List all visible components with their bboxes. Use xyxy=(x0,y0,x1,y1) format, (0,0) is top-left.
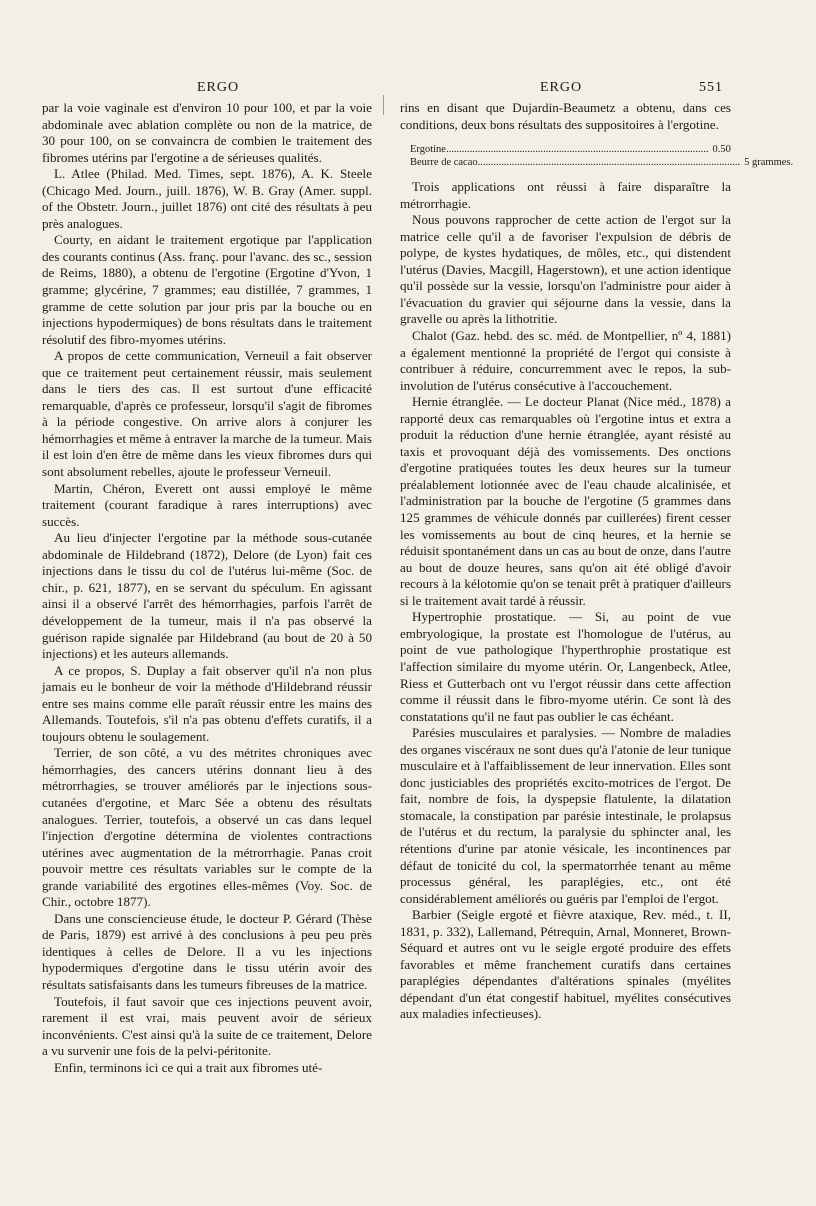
ingredient-name: Beurre de cacao xyxy=(410,157,478,169)
paragraph: rins en disant que Dujardin-Beaumetz a obtenu, dans ces conditions, deux bons résultats des suppositoires à l'ergotine. xyxy=(400,100,731,132)
recipe-formula xyxy=(410,143,794,169)
paragraph: Chalot (Gaz. hebd. des sc. méd. de Montpellier, nº 4, 1881) a également mentionné la propriété de l'ergot qui consiste à contribuer à réduire, concurremment avec le repos, la sub-involution de l'utérus consécutive à l'accouchement. xyxy=(400,328,731,393)
running-header-right: ERGO xyxy=(540,80,583,95)
paragraph: Parésies musculaires et paralysies. — Nombre de maladies des organes viscéraux ne sont dues qu'à l'atonie de leur tunique musculaire et à l'affaiblissement de leur innervation. Elles sont donc justiciables des propriétés excito-motrices de l'ergot. De fait, nombre de fois, la dyspepsie flatulente, la dilatation stomacale, la constipation par parésie intestinale, le prolapsus de l'utérus et du rectum, la paralysie du sphincter anal, les rétentions d'urine par atonie vésicale, les incontinences par défaut de tonicité du col, la spermatorrhée tenant au même processus général, les paraplégies, etc., ont été considérablement améliorés ou guéris par l'emploi de l'ergot. xyxy=(400,725,731,906)
paragraph: Martin, Chéron, Everett ont aussi employé le même traitement (courant faradique à rares interruptions) avec succès. xyxy=(42,480,372,529)
paragraph: L. Atlee (Philad. Med. Times, sept. 1876), A. K. Steele (Chicago Med. Journ., juill. 1876), W. B. Gray (Amer. suppl. of the Obstetr. Journ., juillet 1876) ont cité des résultats à peu près analogues. xyxy=(42,166,372,231)
leader-dots: .................................................................................................... xyxy=(477,157,741,169)
paragraph: Dans une consciencieuse étude, le docteur P. Gérard (Thèse de Paris, 1879) est arrivé à des conclusions à peu peu près identiques à celles de Delore. Il a vu les injections hypodermiques d'ergotine dans le tissu utérin avoir des résultats satisfaisants dans les tumeurs fibreuses de la matrice. xyxy=(42,910,372,992)
paragraph: Hypertrophie prostatique. — Si, au point de vue embryologique, la prostate est l'homologue de l'utérus, au point de vue pathologique l'hyperthrophie prostatique est l'affection similaire du myome utérin. Or, Langenbeck, Atlee, Riess et Gutterbach ont vu l'ergot réussir dans cette affection comme il réussit dans le fibro-myome utérin. Ce sont là des constatations qu'il ne faut pas oublier le cas échéant. xyxy=(400,609,731,724)
recipe-row xyxy=(410,156,794,169)
column-divider xyxy=(383,95,384,115)
left-column xyxy=(42,100,372,1076)
paragraph: Barbier (Seigle ergoté et fièvre ataxique, Rev. méd., t. II, 1831, p. 332), Lallemand, Pétrequin, Arnal, Monneret, Brown-Séquard et autres ont vu le seigle ergoté produire des effets favorables et même franchement curatifs dans certaines paraplégies dépendantes d'altérations spinales (myélites dépendant d'un état congestif habituel, myélites consécutives aux maladies infectieuses). xyxy=(400,907,731,1022)
paragraph: Enfin, terminons ici ce qui a trait aux fibromes uté- xyxy=(54,1059,323,1075)
right-column xyxy=(400,100,794,1023)
paragraph: Trois applications ont réussi à faire disparaître la métrorrhagie. xyxy=(400,179,731,211)
ingredient-name: Ergotine xyxy=(410,144,446,156)
recipe-row xyxy=(410,143,731,156)
paragraph: Nous pouvons rapprocher de cette action de l'ergot sur la matrice celle qu'il a de favoriser l'expulsion de débris de polype, de kystes hydatiques, de môles, etc., qui distendent l'utérus (Davies, Macgill, Hagerstown), et une action identique qu'il possède sur la vessie, lorsqu'on l'administre pour aider à l'évacuation du gravier qui séjourne dans la vessie, dans la gravelle ou après la lithotritie. xyxy=(400,212,731,327)
paragraph: A ce propos, S. Duplay a fait observer qu'il n'a non plus jamais eu le bonheur de voir la méthode d'Hildebrand réussir entre ses mains comme elle paraît réussir entre les mains des Allemands. Toutefois, s'il n'a pas obtenu d'effets curatifs, il a toujours obtenu le soulagement. xyxy=(42,662,372,744)
running-header-left: ERGO xyxy=(197,80,240,95)
paragraph: Hernie étranglée. — Le docteur Planat (Nice méd., 1878) a rapporté deux cas remarquables où l'ergotine intus et extra a produit la réduction d'une hernie étranglée, ayant résisté au taxis et provoquant déjà des vomissements. Des onctions d'ergotine pratiquées toutes les deux heures sur la tumeur préalablement lotionnée avec de l'eau chaude alcalinisée, et l'administration par la bouche de l'ergotine (5 grammes dans 125 grammes de véhicule donnés par cuillerées) firent cesser les vomissements au bout de cinq heures, et la hernie se réduisit spontanément dans un cas au bout de onze, dans l'autre au bout de douze heures, sans qu'on ait été obligé d'avoir recours à la kélotomie qu'on se tenait prêt à pratiquer d'ailleurs si le traitement avait tardé à réussir. xyxy=(400,394,731,608)
paragraph: Terrier, de son côté, a vu des métrites chroniques avec hémorrhagies, des cancers utérins donnant lieu à des métrorrhagies, se trouver améliorés par le injections sous-cutanées d'ergotine, et Marc Sée a obtenu des résultats analogues. Terrier, toutefois, a observé un cas dans lequel l'injection d'ergotine détermina de violentes contractions utérines avec augmentation de la métrorrhagie. Panas croit pouvoir mettre ces résultats variables sur le compte de la grande variabilité des ergotines elles-mêmes (Voy. Soc. de Chir., octobre 1877). xyxy=(42,745,372,910)
paragraph: Courty, en aidant le traitement ergotique par l'application des courants continus (Ass. franç. pour l'avanc. des sc., session de Reims, 1880), a obtenu de l'ergotine (Ergotine d'Yvon, 1 gramme; glycérine, 7 grammes; eau distillée, 7 grammes, 1 gramme de cette solution par jour pris par la bouche ou en injections hypodermiques) de bons résultats dans le traitement résolutif des fibro-myomes utérins. xyxy=(42,232,372,347)
paragraph: par la voie vaginale est d'environ 10 pour 100, et par la voie abdominale avec ablation complète ou non de la matrice, de 30 pour 100, on se convaincra de combien le traitement des fibromes utérins par l'ergotine a de sérieuses qualités. xyxy=(42,100,372,165)
paragraph: Au lieu d'injecter l'ergotine par la méthode sous-cutanée abdominale de Hildebrand (1872), Delore (de Lyon) fait ces injections dans le tissu du col de l'utérus lui-même (Soc. de chir., p. 621, 1877), en se servant du spéculum. En agissant ainsi il a observé l'arrêt des hémorrhagies, parfois l'arrêt de développement de la tumeur, mais il n'a pas observé la guérison rapide signalée par Hildebrand (au bout de 20 à 50 injections) et les auteurs allemands. xyxy=(42,530,372,662)
leader-dots: .................................................................................................... xyxy=(445,144,709,156)
ingredient-quantity: 0.50 xyxy=(712,144,731,156)
page-number: 551 xyxy=(699,80,723,95)
paragraph: A propos de cette communication, Verneuil a fait observer que ce traitement peut certainement réussir, mais seulement dans le tiers des cas. Il est surtout d'une efficacité remarquable, d'après ce professeur, lorsqu'il s'agit de fibromes à la période congestive. On arrive alors à conjurer les hémorrhagies et même à entraver la marche de la tumeur. Mais il est loin d'en être de même dans les vieux fibromes durs qui sont absolument rebelles, ajoute le professeur Verneuil. xyxy=(42,348,372,480)
ingredient-quantity: 5 grammes. xyxy=(744,157,794,169)
paragraph: Toutefois, il faut savoir que ces injections peuvent avoir, rarement il est vrai, mais peuvent avoir de sérieux inconvénients. C'est ainsi qu'à la suite de ce traitement, Delore a vu survenir une fois de la pelvi-péritonite. xyxy=(42,993,372,1059)
